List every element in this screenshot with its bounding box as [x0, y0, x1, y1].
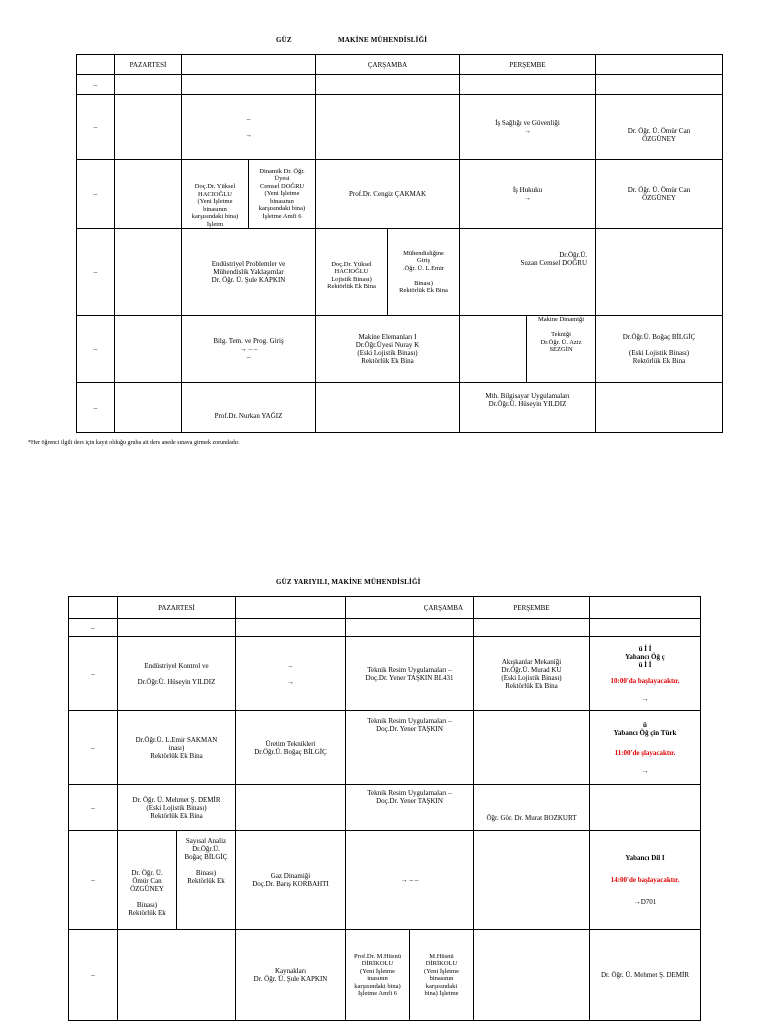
start-time-note: 11:00'de şlayacaktır.	[614, 748, 676, 757]
time-cell: –	[77, 383, 115, 433]
time-cell: –	[77, 229, 115, 316]
schedule-cell: Bilg. Tem. ve Prog. Giriş → – – –	[182, 316, 316, 383]
schedule-cell	[346, 619, 474, 637]
schedule-cell: – →	[182, 95, 316, 160]
header-thursday: PERŞEMBE	[460, 55, 596, 75]
schedule-cell: Teknik Resim Uygulamaları – Doç.Dr. Yener TAŞKIN	[346, 785, 474, 831]
room-arrow: →	[641, 766, 649, 775]
schedule-cell	[118, 930, 236, 1021]
schedule-cell	[460, 75, 596, 95]
language-course-title: Yabancı Dil I	[625, 854, 665, 862]
header-monday: PAZARTESİ	[118, 597, 236, 619]
schedule-cell	[316, 383, 460, 433]
schedule-subcell: Doç.Dr. Yüksel HACIOĞLU Lojistik Binası) Rektörlük Ek Bina	[316, 229, 388, 315]
time-cell: –	[77, 316, 115, 383]
schedule-cell: Üretim Teknikleri Dr.Öğr.Ü. Boğaç BİLGİÇ	[236, 711, 346, 785]
schedule-subcell: Prof.Dr. M.Hüsnü DİRİKOLU (Yeni İşletme inasının karşısındaki bina) İşletme Amfi 6	[346, 930, 410, 1020]
schedule-table-1	[76, 54, 723, 433]
schedule-cell: Dr.Öğr.Ü. Boğaç BİLGİÇ (Eski Lojistik Binası) Rektörlük Ek Bina	[596, 316, 723, 383]
schedule-cell	[115, 316, 182, 383]
schedule-subcell: Sayısal Analiz Dr.Öğr.Ü. Boğaç BİLGİÇ Binası) Rektörlük Ek	[184, 837, 228, 885]
header-cell	[590, 597, 701, 619]
schedule-cell: Dr. Öğr. Ü. Ömür Can ÖZGÜNEY	[596, 160, 723, 229]
schedule-cell: Dr. Öğr. Ü. Mehmet Ş. DEMİR	[590, 930, 701, 1021]
start-time-note: 14:00'de başlayacaktır.	[610, 876, 680, 884]
schedule-cell: Endüstriyel Problemler ve Mühendislik Yaklaşımlar Dr. Öğr. Ü. Şule KAPKIN	[182, 229, 316, 316]
header-cell	[236, 597, 346, 619]
time-cell: –	[69, 711, 118, 785]
schedule-cell: Prof.Dr. Nurkan YAĞIZ	[182, 383, 316, 433]
schedule-subcell: Doç.Dr. Yüksel HACIOĞLU (Yeni İşletme binasının karşısındaki bina) İşletm	[182, 160, 249, 228]
header-cell	[77, 55, 115, 75]
table2-title: GÜZ YARIYILI, MAKİNE MÜHENDİSLİĞİ	[276, 578, 421, 586]
schedule-cell: Gaz Dinamiği Doç.Dr. Barış KORBAHTI	[236, 831, 346, 930]
language-cell	[590, 711, 701, 785]
schedule-cell	[596, 383, 723, 433]
schedule-cell: Makine Elemanları I Dr.Öğr.Üyesi Nuray K (Eski Lojistik Binası) Rektörlük Ek Bina	[316, 316, 460, 383]
schedule-cell: Dr. Öğr. Ü. Mehmet Ş. DEMİR (Eski Lojistik Binası) Rektörlük Ek Bina	[118, 785, 236, 831]
schedule-cell: Dr.Öğr.Ü. Suzan Cemsel DOĞRU	[460, 229, 596, 316]
time-cell: –	[77, 75, 115, 95]
schedule-subcell: Dinamik Dr. Öğr. Üyesi Cemsel DOĞRU (Yeni İşletme binasının karşısındaki bina) İşletme Amfi 6	[258, 167, 306, 220]
schedule-cell	[596, 229, 723, 316]
header-cell	[596, 55, 723, 75]
language-cell	[590, 831, 701, 930]
table1-title-right: MAKİNE MÜHENDİSLİĞİ	[338, 36, 428, 44]
schedule-subcell: Dr. Öğr. Ü. Ömür Can ÖZGÜNEY Binası) Rektörlük Ek	[118, 831, 177, 929]
room-arrow: →	[641, 694, 649, 703]
schedule-cell: Akışkanlar Mekaniği Dr.Öğr.Ü. Murad KU (Eski Lojistik Binası) Rektörlük Ek Bina	[474, 637, 590, 711]
schedule-cell	[590, 619, 701, 637]
schedule-cell: → – –	[346, 831, 474, 930]
schedule-cell: Mth. Bilgisayar Uygulamaları Dr.Öğr.Ü. Hüseyin YILDIZ	[460, 383, 596, 433]
schedule-cell	[182, 75, 316, 95]
schedule-cell	[590, 785, 701, 831]
start-time-note: 10:00'da başlayacaktır.	[610, 676, 680, 685]
schedule-subcell: Mühendisliğine Giriş .Öğr. Ü. L.Emir Binası) Rektörlük Ek Bina	[399, 249, 448, 294]
schedule-cell: Endüstriyel Kontrol ve Dr.Öğr.Ü. Hüseyin YILDIZ	[118, 637, 236, 711]
schedule-cell: İş Sağlığı ve Güvenliği →	[460, 95, 596, 160]
schedule-cell	[474, 711, 590, 785]
schedule-cell	[236, 785, 346, 831]
schedule-cell	[115, 229, 182, 316]
header-wednesday: ÇARŞAMBA	[316, 55, 460, 75]
time-cell: –	[69, 637, 118, 711]
schedule-cell	[115, 160, 182, 229]
schedule-cell	[118, 619, 236, 637]
schedule-cell	[236, 619, 346, 637]
schedule-cell: İş Hukuku →	[460, 160, 596, 229]
time-cell: –	[77, 95, 115, 160]
schedule-cell	[474, 619, 590, 637]
schedule-cell	[115, 75, 182, 95]
schedule-cell: Teknik Resim Uygulamaları – Doç.Dr. Yener TAŞKIN BL431	[346, 637, 474, 711]
language-course-title: ü Yabancı Öğ çin Türk	[613, 720, 677, 737]
language-cell	[590, 637, 701, 711]
schedule-cell: Dr.Öğr.Ü. L.Emir SAKMAN inası) Rektörlük Ek Bina	[118, 711, 236, 785]
schedule-cell: – →	[236, 637, 346, 711]
header-wednesday: ÇARŞAMBA	[346, 597, 474, 619]
header-cell	[69, 597, 118, 619]
schedule-cell: Prof.Dr. Cengiz ÇAKMAK	[316, 160, 460, 229]
header-cell	[182, 55, 316, 75]
time-cell: –	[69, 785, 118, 831]
schedule-cell: Kaynakları Dr. Öğr. Ü. Şule KAPKIN	[236, 930, 346, 1021]
schedule-cell	[474, 831, 590, 930]
schedule-table-2	[68, 596, 701, 1021]
schedule-subcell	[460, 316, 527, 382]
schedule-subcell: Makine Dinamiği Tekniği Dr.Öğr. Ü. Aziz SEZGİN	[537, 316, 585, 353]
schedule-subcell: M.Hüsnü DİRİKOLU (Yeni İşletme binasının karşısındaki bina) İşletme	[424, 952, 459, 997]
table1-title-left: GÜZ	[276, 36, 292, 44]
header-thursday: PERŞEMBE	[474, 597, 590, 619]
schedule-cell	[316, 75, 460, 95]
time-cell: –	[69, 930, 118, 1021]
schedule-cell	[474, 930, 590, 1021]
schedule-cell: Teknik Resim Uygulamaları – Doç.Dr. Yener TAŞKIN	[346, 711, 474, 785]
schedule-cell	[316, 95, 460, 160]
time-cell: –	[69, 831, 118, 930]
time-cell: –	[69, 619, 118, 637]
schedule-cell: Dr. Öğr. Ü. Ömür Can ÖZGÜNEY	[596, 95, 723, 160]
schedule-cell	[596, 75, 723, 95]
room-label: →D701	[633, 898, 657, 906]
schedule-cell: Öğr. Gör. Dr. Murat BOZKURT	[474, 785, 590, 831]
schedule-cell	[115, 383, 182, 433]
schedule-cell	[115, 95, 182, 160]
language-course-title: ü İ İ Yabancı Öğ ç ü İ İ	[625, 644, 665, 669]
header-monday: PAZARTESİ	[115, 55, 182, 75]
footnote: *Her öğrenci ilgili ders için kayıt olduğu gruba ait ders anede sınava girmek zorundadır.	[28, 440, 240, 446]
time-cell: –	[77, 160, 115, 229]
